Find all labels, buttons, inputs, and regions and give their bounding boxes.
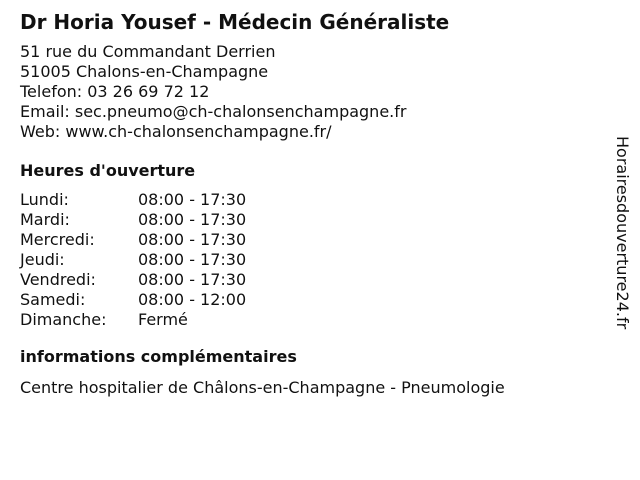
day-label: Samedi:	[20, 290, 86, 309]
hours-row-tuesday	[20, 210, 600, 230]
opening-hours-list	[20, 190, 600, 330]
day-hours: 08:00 - 17:30	[138, 190, 247, 209]
day-label: Dimanche:	[20, 310, 107, 329]
day-hours: Fermé	[138, 310, 188, 329]
city-address: 51005 Chalons-en-Champagne	[20, 62, 269, 81]
hours-row-saturday	[20, 290, 600, 310]
day-hours: 08:00 - 17:30	[138, 270, 247, 289]
hours-row-thursday	[20, 250, 600, 270]
hours-row-monday	[20, 190, 600, 210]
additional-info-text: Centre hospitalier de Châlons-en-Champagne - Pneumologie	[20, 378, 505, 397]
day-hours: 08:00 - 17:30	[138, 250, 247, 269]
business-card	[20, 8, 600, 398]
address-block	[20, 42, 600, 142]
day-label: Lundi:	[20, 190, 69, 209]
day-label: Vendredi:	[20, 270, 96, 289]
hours-row-sunday	[20, 310, 600, 330]
phone-number: Telefon: 03 26 69 72 12	[20, 82, 210, 101]
website-address: Web: www.ch-chalonsenchampagne.fr/	[20, 122, 332, 141]
hours-row-wednesday	[20, 230, 600, 250]
street-address: 51 rue du Commandant Derrien	[20, 42, 276, 61]
day-hours: 08:00 - 17:30	[138, 230, 247, 249]
day-label: Mardi:	[20, 210, 70, 229]
day-label: Jeudi:	[20, 250, 65, 269]
day-label: Mercredi:	[20, 230, 95, 249]
site-brand-vertical: Horairesdouverture24.fr	[613, 136, 632, 330]
additional-info-heading: informations complémentaires	[20, 347, 297, 366]
opening-hours-heading: Heures d'ouverture	[20, 161, 196, 180]
email-address: Email: sec.pneumo@ch-chalonsenchampagne.fr	[20, 102, 407, 121]
day-hours: 08:00 - 17:30	[138, 210, 247, 229]
page-title: Dr Horia Yousef - Médecin Généraliste	[20, 10, 450, 34]
day-hours: 08:00 - 12:00	[138, 290, 247, 309]
hours-row-friday	[20, 270, 600, 290]
